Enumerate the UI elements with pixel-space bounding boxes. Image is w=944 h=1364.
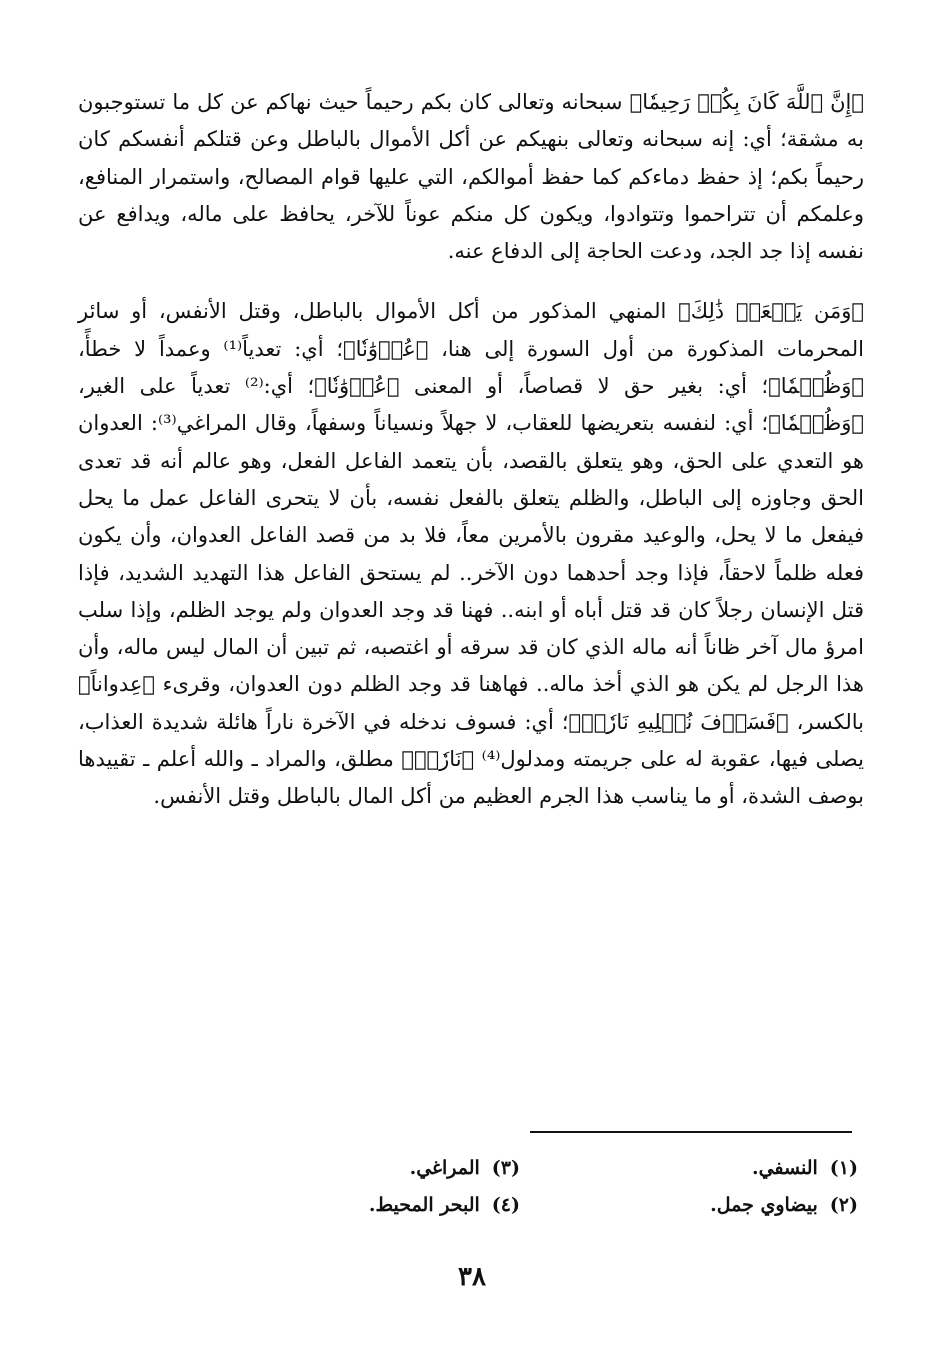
footnote-4 — [220, 1187, 520, 1224]
footnote-1 — [538, 1150, 858, 1187]
footnote-2 — [538, 1187, 858, 1224]
paragraph-1: ﴿إِنَّ ٱللَّهَ كَانَ بِكُمۡ رَحِيمٗا﴾ سبحانه وتعالى كان بكم رحيماً حيث نهاكم عن كل ما تستوجبون به مشقة؛ أي: إنه سبحانه وتعالى بنهيكم عن أكل الأموال بالباطل وعن قتلكم أنفسكم كان رحيماً بكم؛ إذ حفظ دماءكم كما حفظ أموالكم، التي عليها قوام المصالح، واستمرار المنافع، وعلمكم أن تتراحموا وتتوادوا، ويكون كل منكم عوناً للآخر، يحافظ على ماله، ويدافع عن نفسه إذا جد الجد، ودعت الحاجة إلى الدفاع عنه. — [78, 90, 864, 264]
footnote-3 — [220, 1150, 520, 1187]
footnote-text: النسفي. — [751, 1157, 818, 1179]
footnote-row — [220, 1187, 858, 1224]
footnotes — [220, 1150, 858, 1224]
footnote-row — [220, 1150, 858, 1187]
page-number: ٣٨ — [458, 1262, 486, 1292]
footnote-separator — [530, 1131, 852, 1133]
footnote-text: المراغي. — [409, 1157, 480, 1179]
footnote-number: (٢) — [829, 1194, 858, 1216]
footnote-text: بيضاوي جمل. — [710, 1194, 818, 1216]
paragraph-2: ﴿وَمَن يَفۡعَلۡ ذَٰلِكَ﴾ المنهي المذكور من أكل الأموال بالباطل، وقتل الأنفس، أو سائر المحرمات المذكورة من أول السورة إلى هنا، ﴿عُدۡوَٰنٗا﴾؛ أي: تعدياً⁽¹⁾ وعمداً لا خطأً، ﴿وَظُلۡمٗا﴾؛ أي: بغير حق لا قصاصاً، أو المعنى ﴿عُدۡوَٰنٗا﴾؛ أي:⁽²⁾ تعدياً على الغير، ﴿وَظُلۡمٗا﴾؛ أي: لنفسه بتعريضها للعقاب، لا جهلاً ونسياناً وسفهاً، وقال المراغي⁽³⁾: العدوان هو التعدي على الحق، وهو يتعلق بالقصد، بأن يتعمد الفاعل الفعل، وهو عالم أنه قد تعدى الحق وجاوزه إلى الباطل، والظلم يتعلق بالفعل نفسه، بأن لا يتحرى الفاعل عمل ما يحل فيفعل ما لا يحل، والوعيد مقرون بالأمرين معاً، فلا بد من قصد الفاعل العدوان، وأن يكون فعله ظلماً لاحقاً، فإذا وجد أحدهما دون الآخر.. لم يستحق الفاعل هذا التهديد الشديد، فإذا قتل الإنسان رجلاً كان قد قتل أباه أو ابنه.. فهنا قد وجد العدوان ولم يوجد الظلم، وإذا سلب امرؤ مال آخر ظاناً أنه ماله الذي كان قد سرقه أو اغتصبه، ثم تبين أن المال ليس ماله، وأن هذا الرجل لم يكن هو الذي أخذ ماله.. فهاهنا قد وجد الظلم دون العدوان، وقرىء ﴿عِدواناً﴾ بالكسر، ﴿فَسَوۡفَ نُصۡلِيهِ نَارٗاۚ﴾؛ أي: فسوف ندخله في الآخرة ناراً هائلة شديدة العذاب، يصلى فيها، عقوبة له على جريمته ومدلول⁽⁴⁾ ﴿نَارٗاۚ﴾ مطلق، والمراد ـ والله أعلم ـ تقييدها بوصف الشدة، أو ما يناسب هذا الجرم العظيم من أكل المال بالباطل وقتل الأنفس. — [78, 299, 864, 809]
footnote-number: (١) — [829, 1157, 858, 1179]
footnote-number: (٣) — [491, 1157, 520, 1179]
page-body — [78, 84, 864, 816]
footnote-text: البحر المحيط. — [368, 1194, 480, 1216]
footnote-number: (٤) — [491, 1194, 520, 1216]
